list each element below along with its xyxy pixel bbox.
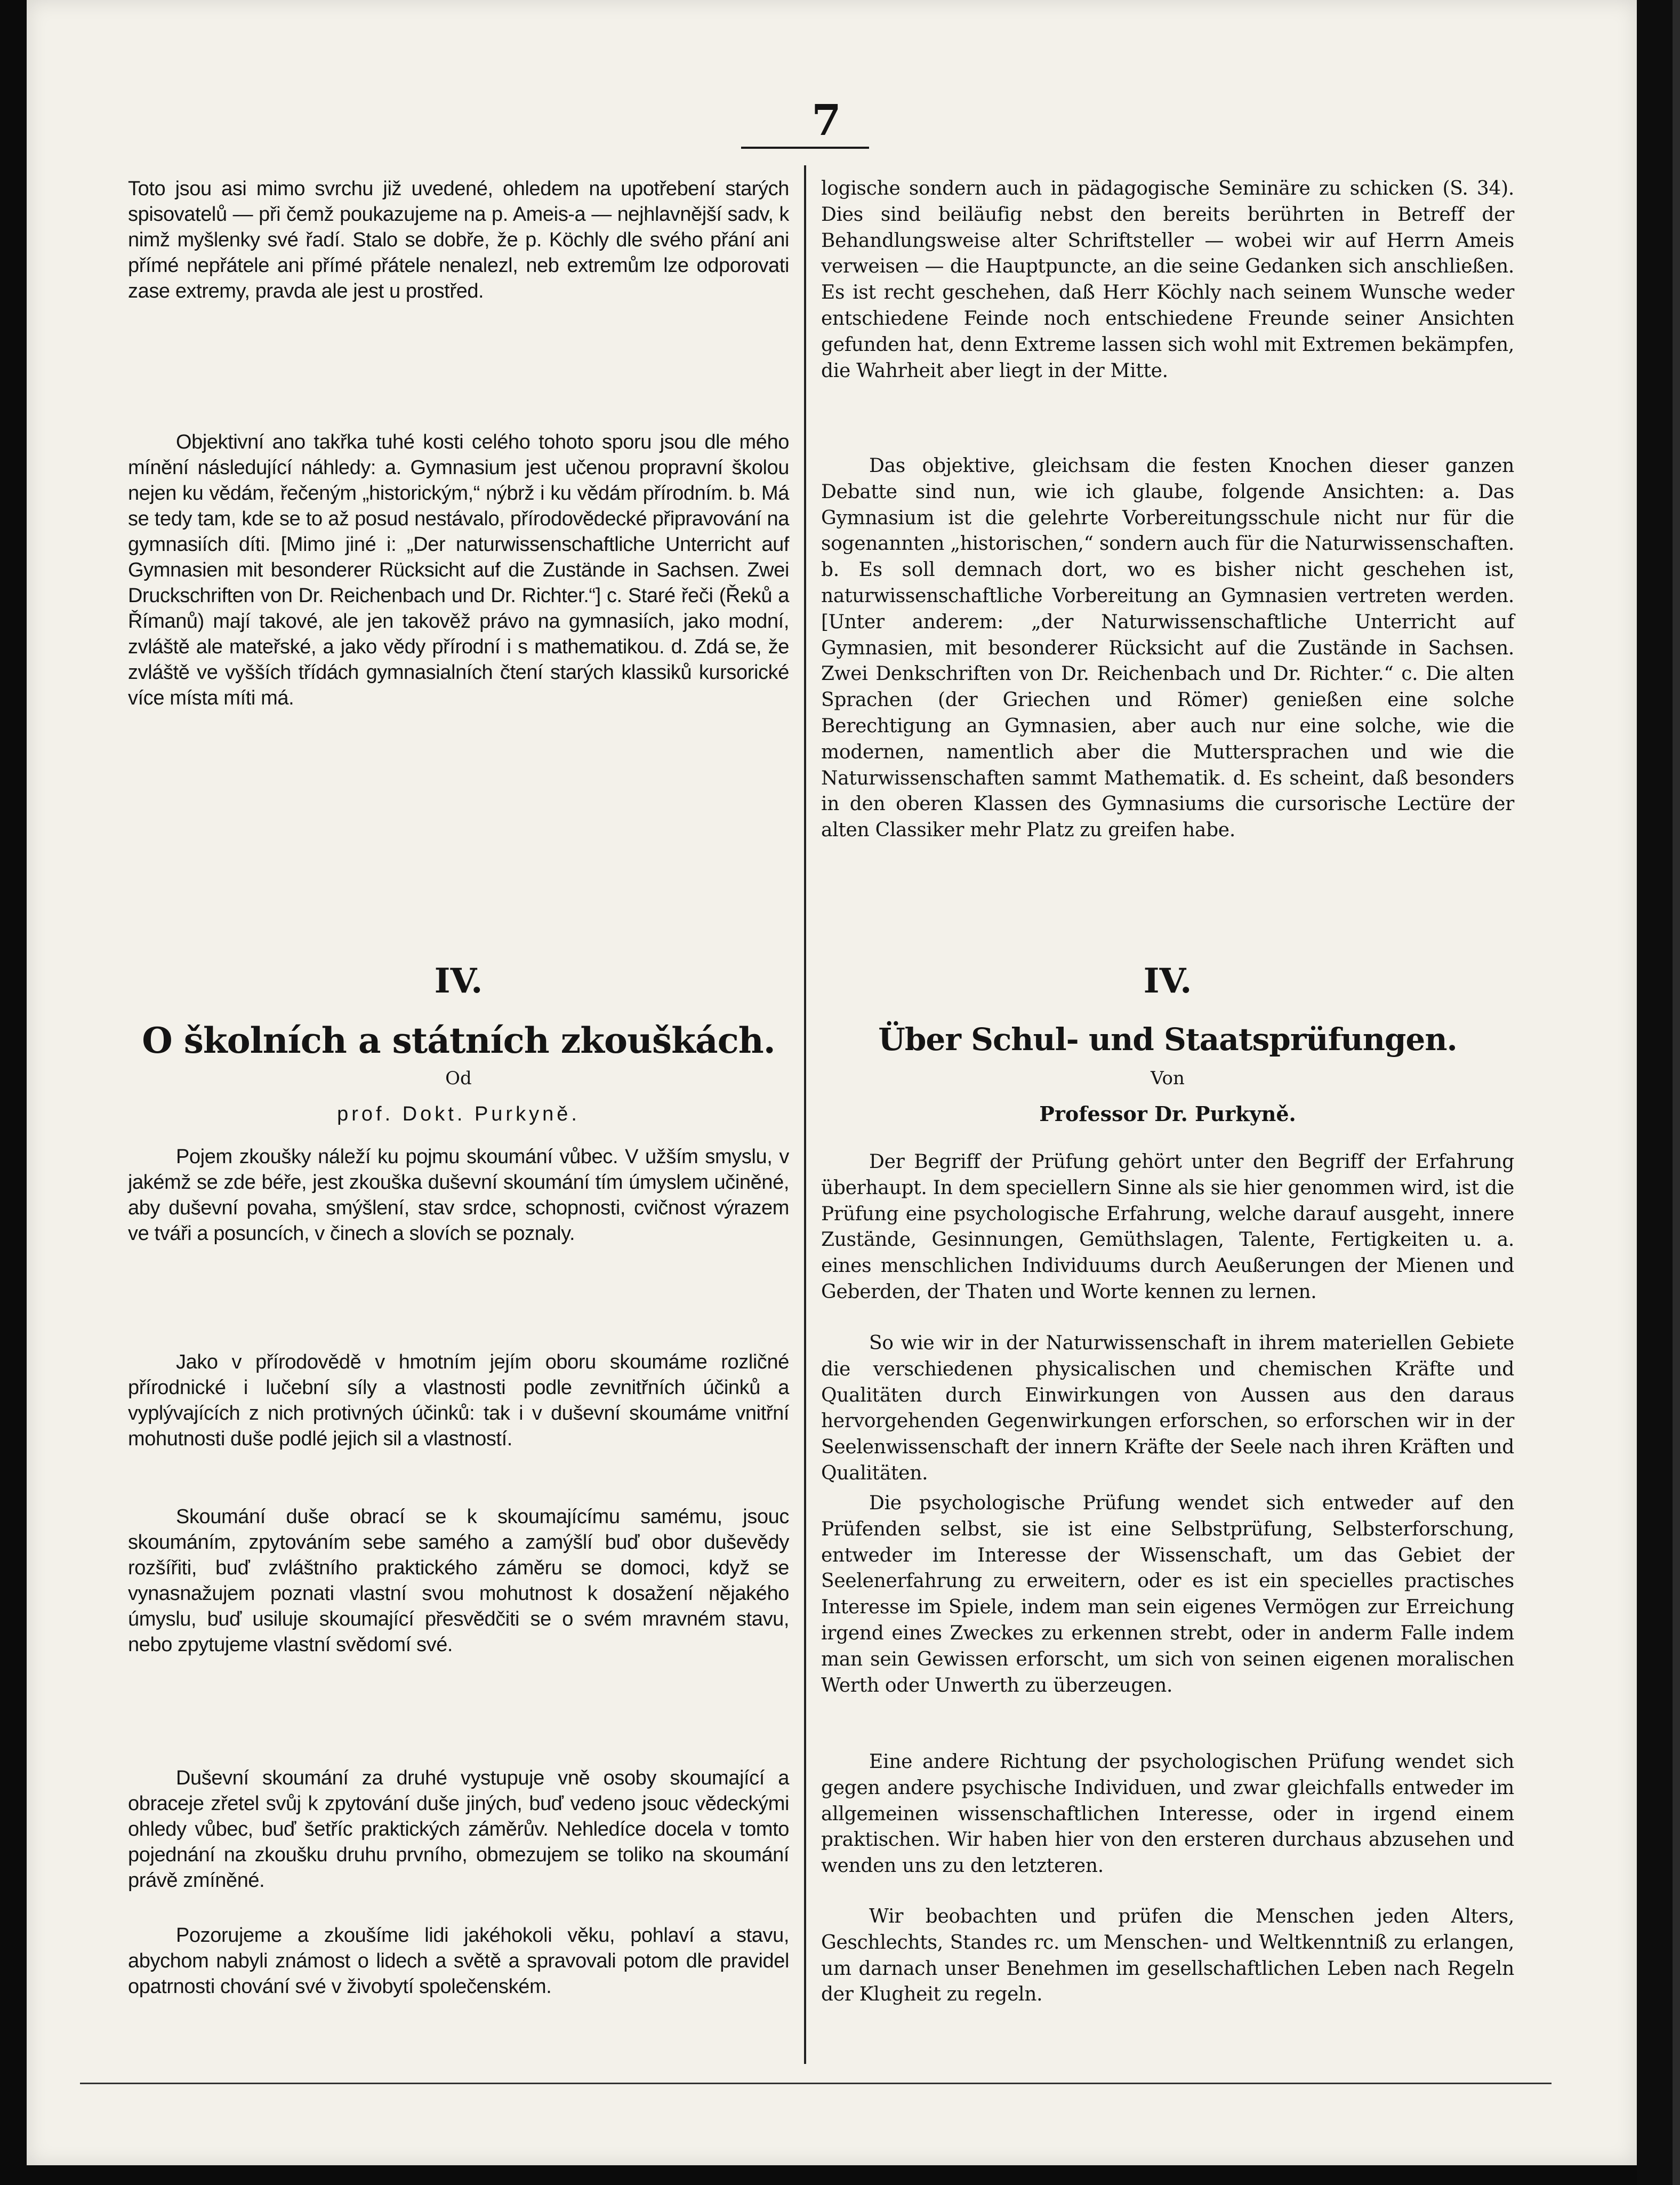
cz-by-line: Od: [445, 1068, 472, 1089]
de-paragraph-1: logische sondern auch in pädagogische Seminäre zu schicken (S. 34). Dies sind beiläufig nebst den bereits berührten in Betreff der Behandlungsweise alter Schriftsteller — wobei wir auf Herrn Ameis verweisen — die Hauptpuncte, an die seine Gedanken sich anschließen. Es ist recht geschehen, daß Herr Köchly nach seinem Wunsche weder entschiedene Feinde noch entschiedene Freunde seiner Ansichten gefunden hat, denn Extreme lassen sich wohl mit Extremen bekämpfen, die Wahrheit aber liegt in der Mitte.: [821, 178, 1514, 382]
page-number: 7: [811, 95, 841, 145]
cz-article-title: O školních a státních zkouškách.: [142, 1020, 775, 1061]
de-paragraph-6: Eine andere Richtung der psychologischen Prüfung wendet sich gegen andere psychische Individuen, und zwar gleichfalls entweder im allgemeinen wissenschaftlichen Interesse, oder in irgend einem praktischen. Wir haben hier von den ersteren durchaus abzusehen und wenden uns zu den letzteren.: [821, 1751, 1514, 1877]
de-paragraph-3: Der Begriff der Prüfung gehört unter den Begriff der Erfahrung überhaupt. In dem speciellern Sinne als sie hier genommen wird, ist die Prüfung eine psychologische Erfahrung, welche darauf ausgeht, innere Zustände, Gesinnungen, Gemüthslagen, Talente, Fertigkeiten u. a. eines menschlichen Individuums durch Aeußerungen der Mienen und Geberden, der Thaten und Worte kennen zu lernen.: [821, 1151, 1514, 1303]
column-divider: [804, 165, 806, 2064]
cz-section-number: IV.: [434, 961, 483, 1001]
cz-paragraph-3: Pojem zkoušky náleží ku pojmu skoumání vůbec. V užším smyslu, v jakémž se zde béře, jest zkouška duševní skoumání tím úmyslem učiněné, aby duševní povaha, smýšlení, stav srdce, schopnosti, cvičnost výrazem ve tváři a posuncích, v činech a slovích se poznaly.: [128, 1146, 789, 1245]
cz-paragraph-5: Skoumání duše obrací se k skoumajícímu samému, jsouc skoumáním, zpytováním sebe samého a zamýšlí buď obor duševědy rozšířiti, buď zvláštního praktického záměru se domoci, když se vynasnažujem poznati vlastní svou mohutnost k dosažení nějakého úmyslu, buď usiluje skoumající přesvědčiti se o svém mravném stavu, nebo zpytujeme vlastní svědomí své.: [128, 1506, 789, 1656]
cz-paragraph-1: Toto jsou asi mimo svrchu již uvedené, ohledem na upotřebení starých spisovatelů — při čemž poukazujeme na p. Ameis-a — nejhlavnější sadv, k nimž myšlenky své řadí. Stalo se dobře, že p. Köchly dle svého přání ani přímé nepřátele ani přímé přátele nenalezl, neb extremům lze odporovati zase extremy, pravda ale jest u prostřed.: [128, 178, 789, 302]
de-article-title: Über Schul- und Staatsprüfungen.: [878, 1021, 1457, 1058]
de-section-number: IV.: [1143, 961, 1192, 1001]
cz-paragraph-7: Pozorujeme a zkoušíme lidi jakéhokoli věku, pohlaví a stavu, abychom nabyli známost o lidech a světě a spravovali potom dle pravidel opatrnosti chování své v živobytí společenském.: [128, 1924, 789, 1998]
cz-paragraph-4: Jako v přírodovědě v hmotním jejím oboru skoumáme rozličné přírodnické i lučební síly a vlastnosti podle zevnitřních účinků a vyplývajících z nich protivných účinků: tak i v duševní skoumáme vnitřní mohutnosti duše podlé jejich sil a vlastností.: [128, 1351, 789, 1450]
cz-author: prof. Dokt. Purkyně.: [337, 1103, 580, 1125]
scan-border-strip: [1673, 0, 1680, 2185]
de-paragraph-2: Das objektive, gleichsam die festen Knochen dieser ganzen Debatte sind nun, wie ich glaube, folgende Ansichten: a. Das Gymnasium ist die gelehrte Vorbereitungsschule nicht nur für die sogenannten „historischen,“ sondern auch für die Naturwissenschaften. b. Es soll demnach dort, wo es bisher nicht geschehen ist, naturwissenschaftliche Vorbereitung an Gymnasien vertreten werden. [Unter anderem: „der Naturwissenschaftliche Unterricht auf Gymnasien, mit besonderer Rücksicht auf die Zustände in Sachsen. Zwei Denkschriften von Dr. Reichenbach und Dr. Richter.“ c. Die alten Sprachen (der Griechen und Römer) genießen eine solche Berechtigung an Gymnasien, aber auch nur eine solche, wie die modernen, namentlich aber die Muttersprachen und wie die Naturwissenschaften sammt Mathematik. d. Es scheint, daß besonders in den oberen Klassen des Gymnasiums die cursorische Lectüre der alten Classiker mehr Platz zu greifen habe.: [821, 455, 1514, 842]
bottom-rule: [80, 2083, 1552, 2084]
page-number-rule: [741, 147, 869, 149]
de-author: Professor Dr. Purkyně.: [1039, 1102, 1296, 1126]
de-paragraph-7: Wir beobachten und prüfen die Menschen jeden Alters, Geschlechts, Standes rc. um Menschen- und Weltkenntniß zu erlangen, um darnach unser Benehmen im gesellschaftlichen Leben nach Regeln der Klugheit zu regeln.: [821, 1906, 1514, 2006]
de-by-line: Von: [1151, 1068, 1185, 1089]
de-paragraph-5: Die psychologische Prüfung wendet sich entweder auf den Prüfenden selbst, sie ist eine Selbstprüfung, Selbsterforschung, entweder im Interesse der Wissenschaft, um das Gebiet der Seelenerfahrung zu erweitern, oder es ist ein specielles practisches Interesse im Spiele, indem man sein eigenes Vermögen zur Erreichung irgend eines Zweckes zu erkennen strebt, oder in anderm Falle indem man sein Gewissen erforscht, um sich von seinen eigenen moralischen Werth oder Unwerth zu überzeugen.: [821, 1492, 1514, 1696]
cz-paragraph-6: Duševní skoumání za druhé vystupuje vně osoby skoumající a obraceje zřetel svůj k zpytování duše jiných, buď vedeno jsouc vědeckými ohledy vůbec, buď šetříc praktických záměrův. Nehledíce docela v tomto pojednání na zkoušku druhu prvního, obmezujem se toliko na skoumání právě zmíněné.: [128, 1767, 789, 1892]
de-paragraph-4: So wie wir in der Naturwissenschaft in ihrem materiellen Gebiete die verschiedenen physicalischen und chemischen Kräfte und Qualitäten durch Einwirkungen von Aussen aus den daraus hervorgehenden Gegenwirkungen erforschen, so erforschen wir in der Seelenwissenschaft der innern Kräfte der Seele nach ihren Kräften und Qualitäten.: [821, 1332, 1514, 1484]
cz-paragraph-2: Objektivní ano takřka tuhé kosti celého tohoto sporu jsou dle mého mínění následující náhledy: a. Gymnasium jest učenou propravní školou nejen ku vědám, řečeným „historickým,“ nýbrž i ku vědám přírodním. b. Má se tedy tam, kde se to až posud nestávalo, přírodovědecké připravování na gymnasiích díti. [Mimo jiné i: „Der naturwissenschaftliche Unterricht auf Gymnasien mit besonderer Rücksicht auf die Zustände in Sachsen. Zwei Druckschriften von Dr. Reichenbach und Dr. Richter.“] c. Staré řeči (Řeků a Římanů) mají takové, ale jen takověž právo na gymnasiích, jako modní, zvláště ale mateřské, a jako vědy přírodní i s mathematikou. d. Zdá se, že zvláště ve vyšších třídách gymnasialních čtení starých klassiků kursorické více místa míti má.: [128, 431, 789, 709]
